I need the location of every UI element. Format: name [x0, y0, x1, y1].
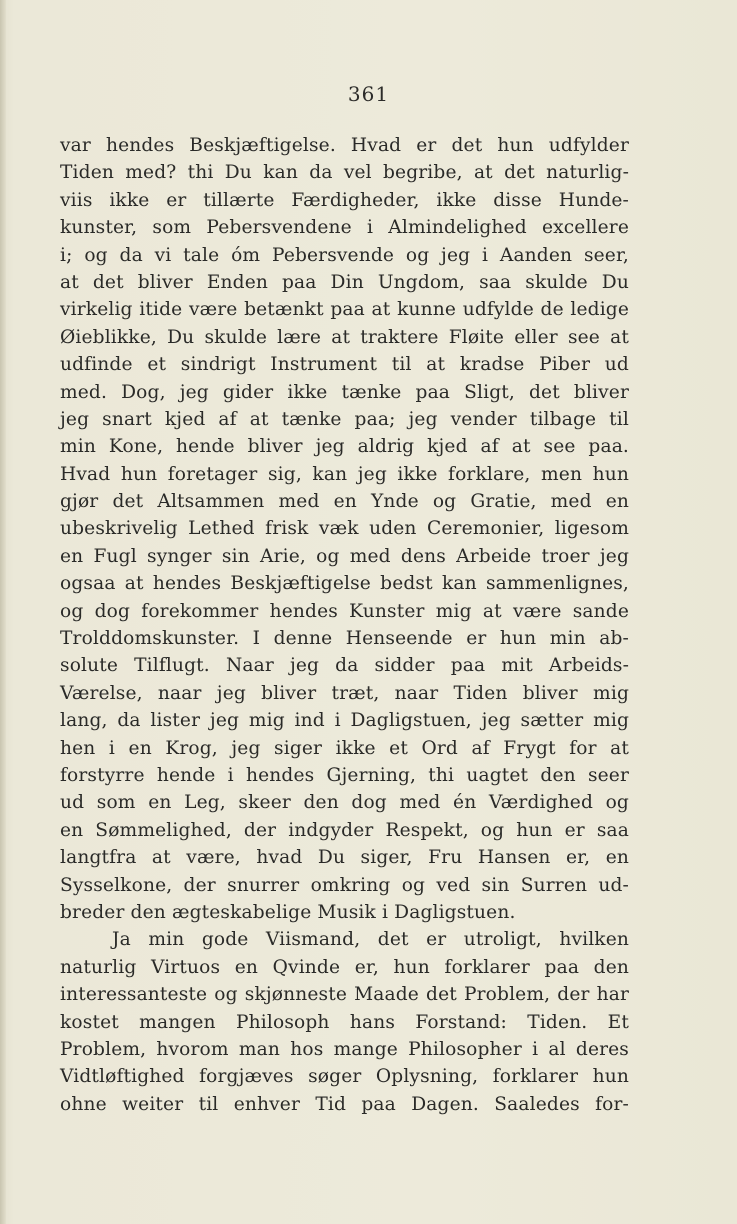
text-line: Vidtløftighed forgjæves søger Oplysning, forklarer hun — [60, 1066, 629, 1088]
text-line: Problem, hvorom man hos mange Philosopher i al deres — [60, 1038, 629, 1060]
page-binding-edge — [0, 0, 6, 1224]
text-line: forstyrre hende i hendes Gjerning, thi uagtet den seer — [60, 764, 629, 786]
text-line: med. Dog, jeg gider ikke tænke paa Sligt, det bliver — [60, 381, 629, 403]
text-line: hen i en Krog, jeg siger ikke et Ord af Frygt for at — [60, 737, 629, 759]
text-line: var hendes Beskjæftigelse. Hvad er det hun udfylder — [60, 135, 629, 156]
text-line: Øieblikke, Du skulde lære at traktere Fløite eller see at — [60, 326, 629, 348]
text-line: ud som en Leg, skeer den dog med én Værdighed og — [60, 792, 629, 814]
body-text — [60, 132, 629, 1118]
text-line: at det bliver Enden paa Din Ungdom, saa skulde Du — [60, 271, 629, 293]
paragraph-start-line: Ja min gode Viismand, det er utroligt, hvilken — [112, 929, 629, 951]
text-line: en Fugl synger sin Arie, og med dens Arbeide troer jeg — [60, 545, 629, 567]
text-line: naturlig Virtuos en Qvinde er, hun forklarer paa den — [60, 956, 629, 978]
text-line: virkelig itide være betænkt paa at kunne udfylde de ledige — [60, 299, 629, 321]
text-line: i; og da vi tale óm Pebersvende og jeg i Aanden seer, — [60, 244, 629, 266]
text-line: interessanteste og skjønneste Maade det Problem, der har — [60, 984, 629, 1006]
text-line: kunster, som Pebersvendene i Almindelighed excellere — [60, 217, 629, 239]
text-line: jeg snart kjed af at tænke paa; jeg vender tilbage til — [60, 408, 629, 430]
text-line: en Sømmelighed, der indgyder Respekt, og hun er saa — [60, 819, 629, 841]
text-line: solute Tilflugt. Naar jeg da sidder paa mit Arbeids- — [60, 655, 629, 677]
text-line: kostet mangen Philosoph hans Forstand: Tiden. Et — [60, 1011, 629, 1033]
text-line: Værelse, naar jeg bliver træt, naar Tiden bliver mig — [60, 682, 629, 704]
text-line: ogsaa at hendes Beskjæftigelse bedst kan sammenlignes, — [60, 573, 629, 595]
text-line: Trolddomskunster. I denne Henseende er hun min ab- — [60, 628, 629, 650]
text-line: Hvad hun foretager sig, kan jeg ikke forklare, men hun — [60, 463, 629, 485]
text-line: ubeskrivelig Lethed frisk væk uden Ceremonier, ligesom — [60, 518, 629, 540]
text-line: min Kone, hende bliver jeg aldrig kjed af at see paa. — [60, 436, 629, 458]
text-line: og dog forekommer hendes Kunster mig at være sande — [60, 600, 629, 622]
text-line: Tiden med? thi Du kan da vel begribe, at det naturlig- — [60, 162, 629, 184]
paragraph-end-line: breder den ægteskabelige Musik i Dagligstuen. — [60, 901, 516, 923]
text-line: viis ikke er tillærte Færdigheder, ikke disse Hunde- — [60, 189, 629, 211]
text-line: langtfra at være, hvad Du siger, Fru Hansen er, en — [60, 847, 629, 869]
text-line: ohne weiter til enhver Tid paa Dagen. Saaledes for- — [60, 1093, 629, 1115]
page-number: 361 — [347, 82, 390, 106]
text-line: gjør det Altsammen med en Ynde og Gratie, med en — [60, 491, 629, 513]
text-line: Sysselkone, der snurrer omkring og ved sin Surren ud- — [60, 874, 629, 896]
text-line: lang, da lister jeg mig ind i Dagligstuen, jeg sætter mig — [60, 710, 629, 732]
text-line: udfinde et sindrigt Instrument til at kradse Piber ud — [60, 354, 629, 376]
